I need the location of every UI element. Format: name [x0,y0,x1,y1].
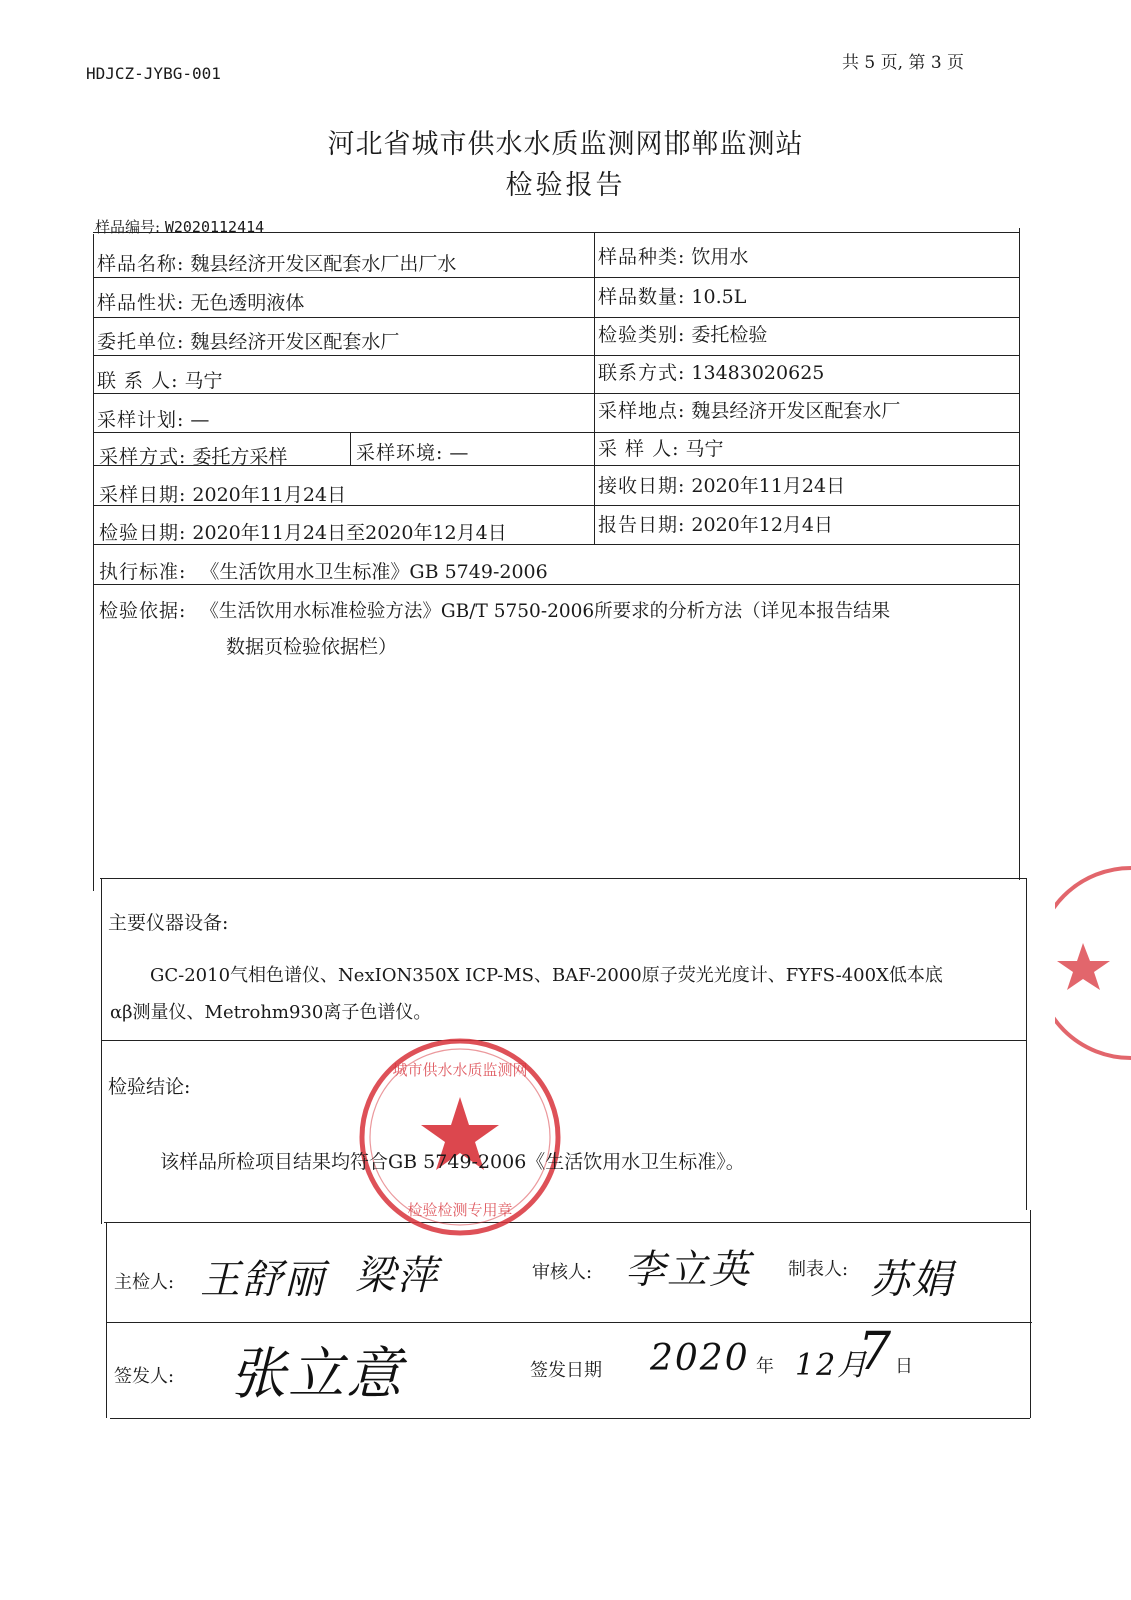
table-border [106,1222,107,1418]
column-divider [594,232,595,544]
field-value: 马宁 [685,438,724,460]
field-test-date [99,518,507,545]
field-label: 检验类别: [598,324,686,346]
field-label: 接收日期: [598,475,686,497]
field-standard [99,557,548,584]
field-label: 样品性状: [97,292,185,314]
official-seal-stamp [355,1035,565,1240]
field-sampler [598,434,724,461]
maker-signature: 苏娟 [870,1257,954,1303]
conclusion-label: 检验结论: [108,1076,191,1098]
field-value: 饮用水 [691,246,749,268]
sample-number-value: W2020112414 [164,218,265,236]
row-line [93,355,1020,356]
field-basis-continued: 数据页检验依据栏） [226,636,398,658]
field-value: 委托方采样 [192,446,288,468]
table-border [93,234,94,891]
field-receive-date [598,471,845,498]
field-value: 魏县经济开发区配套水厂 [691,400,901,422]
equipment-line-2: αβ测量仪、Metrohm930离子色谱仪。 [110,1002,432,1023]
row-line [93,277,1020,278]
inspector-signature-1: 王舒丽 [200,1257,326,1303]
year-char: 年 [756,1356,774,1377]
field-label: 联系方式: [598,362,686,384]
field-value: 2020年11月24日 [192,484,347,506]
field-sample-name [97,249,456,276]
field-label: 检验日期: [99,522,187,544]
field-basis [99,596,890,623]
row-line [104,1222,1030,1223]
field-value: — [449,442,469,464]
field-label: 样品数量: [598,286,686,308]
row-line [110,1418,1030,1419]
field-contact-info [598,358,824,385]
field-sample-state [97,288,304,315]
reviewer-label: 审核人: [532,1262,593,1283]
issue-day: 7 [858,1322,894,1382]
field-value: 2020年11月24日至2020年12月4日 [192,522,507,544]
row-line [106,1322,1032,1323]
field-value: 2020年12月4日 [691,514,834,536]
row-line [93,393,1020,394]
conclusion-text: 该样品所检项目结果均符合GB 5749-2006《生活饮用水卫生标准》。 [160,1151,745,1173]
field-value: 13483020625 [691,362,825,384]
issue-month: 12月 [795,1348,870,1383]
row-line [93,232,1020,233]
field-label: 检验依据: [99,600,187,622]
field-test-type [598,320,767,347]
field-label: 委托单位: [97,331,185,353]
field-value: 2020年11月24日 [691,475,846,497]
sample-number-label: 样品编号: [95,218,161,236]
field-value: — [190,409,210,431]
field-value: 无色透明液体 [190,292,305,314]
field-value: 《生活饮用水标准检验方法》GB/T 5750-2006所要求的分析方法（详见本报告结果 [200,601,891,622]
edge-seal-stamp [1055,858,1131,1068]
field-label: 执行标准: [99,561,187,583]
field-value: 魏县经济开发区配套水厂出厂水 [190,253,457,275]
field-sampling-method [99,442,287,469]
issuer-signature: 张立意 [230,1342,404,1407]
field-value: 马宁 [184,370,223,392]
field-label: 联 系 人: [97,370,179,392]
field-label: 采样计划: [97,409,185,431]
field-sample-type [598,242,748,269]
field-sampling-date [99,480,346,507]
svg-text:城市供水水质监测网: 城市供水水质监测网 [392,1061,528,1079]
report-title-org: 河北省城市供水水质监测网邯郸监测站 [327,129,804,160]
field-value: 《生活饮用水卫生标准》GB 5749-2006 [200,561,548,583]
row-line [93,584,1020,585]
field-label: 采样地点: [598,400,686,422]
row-line [93,317,1020,318]
field-label: 采样环境: [356,442,444,464]
field-sampling-place [598,396,900,423]
inspector-label: 主检人: [114,1272,175,1293]
field-client [97,327,399,354]
field-label: 采样方式: [99,446,187,468]
field-label: 样品名称: [97,253,185,275]
row-line [100,878,1026,879]
field-sampling-env [356,438,468,465]
page-info: 共 5 页, 第 3 页 [842,53,965,73]
table-border [1030,1210,1031,1418]
report-title: 检验报告 [505,170,626,201]
field-value: 委托检验 [691,324,768,346]
equipment-line-1: GC-2010气相色谱仪、NexION350X ICP-MS、BAF-2000原子荧光光度计、FYFS-400X低本底 [150,965,943,986]
column-divider [350,432,351,465]
issue-date-label: 签发日期 [530,1360,602,1381]
field-report-date [598,510,833,537]
field-label: 样品种类: [598,246,686,268]
field-value: 10.5L [691,286,747,308]
reviewer-signature: 李立英 [625,1247,751,1293]
field-value: 魏县经济开发区配套水厂 [190,331,400,353]
field-contact [97,366,223,393]
field-label: 报告日期: [598,514,686,536]
row-line [93,432,1020,433]
field-sample-qty [598,282,746,309]
sample-number [95,216,264,237]
field-label: 采 样 人: [598,438,680,460]
maker-label: 制表人: [788,1259,849,1280]
table-border [1026,878,1027,1210]
inspector-signature-2: 梁萍 [355,1253,439,1299]
table-border [1019,228,1020,880]
day-char: 日 [895,1356,913,1377]
field-label: 采样日期: [99,484,187,506]
svg-text:检验检测专用章: 检验检测专用章 [407,1201,513,1219]
document-code: HDJCZ-JYBG-001 [86,64,221,83]
field-sampling-plan [97,405,209,432]
table-border [101,878,102,1224]
issue-year: 2020 [650,1338,750,1379]
issuer-label: 签发人: [114,1366,175,1387]
equipment-label: 主要仪器设备: [108,912,229,934]
